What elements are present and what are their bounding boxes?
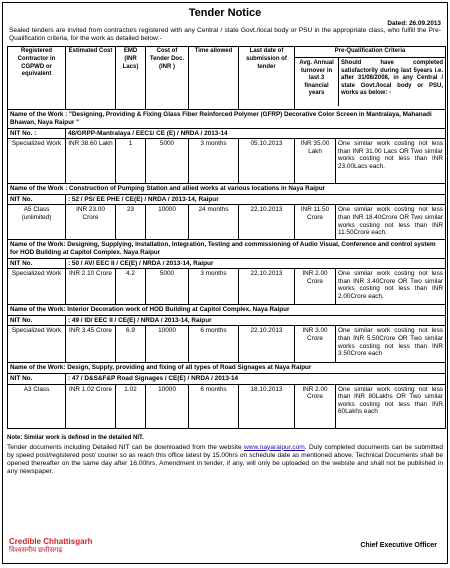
signatory: Chief Executive Officer — [360, 542, 437, 549]
work-name: Name of the Work: Interior Decoration work of HOD Building at Capitol Complex. Naya Raipur — [8, 305, 446, 316]
estimated-cost: INR 1.02 Crore — [66, 384, 116, 428]
work-name: Name of the Work: Designing, Supplying, Installation, Integration, Testing and commissioning of Audio Visual, Conference and control system for HOD Building at Capitol Complex. Naya Raipur — [8, 240, 446, 258]
header-contractor: Registered Contractor in CGPWD or equivalent — [8, 47, 66, 110]
table-row — [8, 326, 446, 363]
work-name: Name of the Work : Construction of Pumping Station and allied works at various locations in Naya Raipur — [8, 184, 446, 195]
last-date: 22.10.2013 — [239, 269, 295, 305]
footer-paragraph — [3, 444, 447, 477]
table-row — [8, 384, 446, 428]
last-date: 22.10.2013 — [239, 205, 295, 240]
header-last-date: Last date of submission of tender — [239, 47, 295, 110]
footer-text-end: . Duly completed documents can be submitted by speed post/registered post/ courier so as reach this office latest by 15.00hrs on schedule date as mentioned above. Technical Documents shall be opened thereafter on the same day after 16.00hrs. Amendment in tender, if any, will only be uploaded on the website and shall not be published in any newspaper. — [7, 443, 443, 476]
tender-notice-page — [2, 2, 448, 564]
estimated-cost: INR 23.00 Crore — [66, 205, 116, 240]
table-row — [8, 139, 446, 184]
nit-label: NIT No. — [8, 373, 66, 384]
credible-chhattisgarh-logo — [9, 537, 93, 555]
work-name-row — [8, 184, 446, 195]
table-header-row — [8, 47, 446, 110]
nit-label: NIT No. — [8, 315, 66, 326]
turnover: INR 11.50 Crore — [295, 205, 336, 240]
header-emd: EMD (INR Lacs) — [116, 47, 146, 110]
work-name: Name of the Work : "Designing, Providing & Fixing Glass Fiber Reinforced Polymer (GFRP) Decorative Color Screen in Mantralaya, Mahanadi Bhawan, Naya Raipur " — [8, 110, 446, 128]
header-time: Time allowed — [189, 47, 239, 110]
intro-paragraph: Sealed tenders are invited from contractors registered with any Central / state Govt./local body or PSU in the appropriate class, who fulfill the Pre-Qualification criteria, for the work as detailed below:- — [9, 27, 441, 43]
nit-row — [8, 258, 446, 269]
time-allowed: 24 months — [189, 205, 239, 240]
turnover: INR 3.00 Crore — [295, 326, 336, 363]
last-date: 22.10.2013 — [239, 326, 295, 363]
time-allowed: 3 months — [189, 269, 239, 305]
emd-value: 1.02 — [116, 384, 146, 428]
header-estimated-cost: Estimated Cost — [66, 47, 116, 110]
header-turnover: Avg. Annual turnover in last 3 financial years — [295, 58, 339, 106]
nit-row — [8, 128, 446, 139]
doc-cost: 10000 — [146, 205, 189, 240]
contractor-class: Specialized Work — [8, 326, 66, 363]
website-link[interactable]: www.nayaraipur.com — [243, 443, 305, 451]
completed-work-criteria: One similar work costing not less than INR 3.40Crore OR Two similar works costing not less than INR 2.00Crore each. — [336, 269, 446, 305]
header-prequal-title: Pre-Qualification Criteria — [295, 47, 445, 58]
nit-label: NIT No. — [8, 258, 66, 269]
work-name-row — [8, 110, 446, 128]
completed-work-criteria: One similar work costing not less than INR 31.00 Lacs OR Two similar works costing not less than INR 23.00Lacs each. — [336, 139, 446, 184]
notice-date: Dated: 26.09.2013 — [387, 20, 441, 27]
doc-cost: 10000 — [146, 326, 189, 363]
turnover: INR 2.00 Crore — [295, 384, 336, 428]
doc-cost: 10000 — [146, 384, 189, 428]
contractor-class: Specialized Work — [8, 139, 66, 184]
work-name-row — [8, 363, 446, 374]
work-name-row — [8, 305, 446, 316]
table-row — [8, 269, 446, 305]
notice-title: Tender Notice — [188, 7, 262, 19]
nit-number: 48/GRPP-Mantralaya / EEC1/ CE (E) / NRDA / 2013-14 — [66, 128, 446, 139]
contractor-class: A3 Class — [8, 384, 66, 428]
nit-number: : 50 / AV/ EEC II / CE(E) / NRDA / 2013-14, Raipur — [66, 258, 446, 269]
nit-row — [8, 373, 446, 384]
time-allowed: 3 months — [189, 139, 239, 184]
nit-label: NIT No. — [8, 194, 66, 205]
last-date: 05.10.2013 — [239, 139, 295, 184]
completed-work-criteria: One similar work costing not less than INR 80Lakhs OR Two similar works costing not less than INR 60Lakhs each — [336, 384, 446, 428]
nit-row — [8, 315, 446, 326]
nit-number: : 47 / D&S&F&P Road Signages / CE(E) / NRDA / 2013-14 — [66, 373, 446, 384]
note-text: Note: Similar work is defined in the detailed NIT. — [7, 434, 144, 441]
estimated-cost: INR 3.45 Crore — [66, 326, 116, 363]
emd-value: 6.9 — [116, 326, 146, 363]
completed-work-criteria: One similar work costing not less than INR 5.50Crore OR Two similar works costing not less than INR 3.50Crore each — [336, 326, 446, 363]
tender-table — [7, 46, 446, 428]
nit-row — [8, 194, 446, 205]
completed-work-criteria: One similar work costing not less than INR 18.40Crore OR Two similar works costing not less than INR 11.50Crore each. — [336, 205, 446, 240]
work-name: Name of the Work: Design, Supply, providing and fixing of all types of Road Signages at Naya Raipur — [8, 363, 446, 374]
header-doc-cost: Cost of Tender Doc. (INR ) — [146, 47, 189, 110]
nit-number: : 49 / ID/ EEC II / CE(E) / NRDA / 2013-14, Raipur — [66, 315, 446, 326]
emd-value: 23 — [116, 205, 146, 240]
contractor-class: Specialized Work — [8, 269, 66, 305]
time-allowed: 6 months — [189, 326, 239, 363]
estimated-cost: INR 38.60 Lakh — [66, 139, 116, 184]
turnover: INR 2.00 Crore — [295, 269, 336, 305]
contractor-class: A5 Class (unlimited) — [8, 205, 66, 240]
emd-value: 4.2 — [116, 269, 146, 305]
header-completed-works: Should have completed satisfactorily during last 5years i.e. after 31/08/2008, in any Central / state Govt./local body or PSU, works as below: - — [341, 60, 443, 97]
logo-text: Credible Chhattisgarh — [9, 537, 93, 546]
emd-value: 1 — [116, 139, 146, 184]
time-allowed: 6 months — [189, 384, 239, 428]
logo-hindi-text: विश्वसनीय छत्तीसगढ़ — [9, 547, 63, 554]
nit-number: : 52 / PS/ EE PHE / CE(E) / NRDA / 2013-14, Raipur — [66, 194, 446, 205]
nit-label: NIT No. : — [8, 128, 66, 139]
estimated-cost: INR 2.10 Crore — [66, 269, 116, 305]
turnover: INR 35.00 Lakh — [295, 139, 336, 184]
doc-cost: 5000 — [146, 269, 189, 305]
work-name-row — [8, 240, 446, 258]
footer-text-start: Tender documents including Detailed NIT can be downloaded from the website — [7, 443, 244, 451]
header-prequal — [295, 47, 446, 110]
table-row — [8, 205, 446, 240]
last-date: 18.10.2013 — [239, 384, 295, 428]
doc-cost: 5000 — [146, 139, 189, 184]
